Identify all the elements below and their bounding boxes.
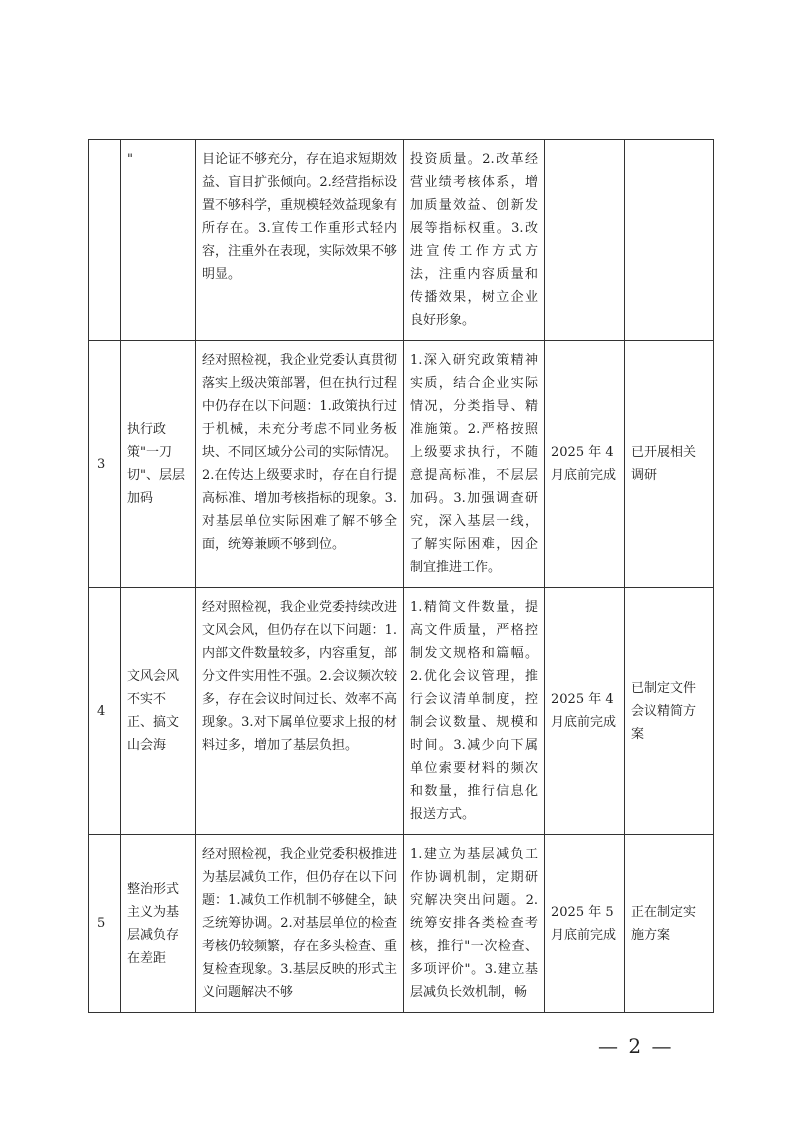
measures-cell: 投资质量。2.改革经营业绩考核体系，增加质量效益、创新发展等指标权重。3.改进宣传工作方式方法，注重内容质量和传播效果，树立企业良好形象。 (404, 140, 545, 341)
deadline-cell: 2025 年 5 月底前完成 (545, 835, 625, 1013)
measures-cell: 1.深入研究政策精神实质，结合企业实际情况，分类指导、精准施策。2.严格按照上级要求执行，不随意提高标准，不层层加码。3.加强调查研究，深入基层一线，了解实际困难，因企制宜推进工作。 (404, 341, 545, 588)
issue-cell: 文风会风不实不正、搞文山会海 (121, 588, 196, 835)
row-number: 5 (89, 835, 121, 1013)
page-number: — 2 — (598, 1034, 674, 1058)
row-number: 3 (89, 341, 121, 588)
deadline-cell: 2025 年 4 月底前完成 (545, 588, 625, 835)
problem-cell: 经对照检视，我企业党委认真贯彻落实上级决策部署，但在执行过程中仍存在以下问题：1.政策执行过于机械，未充分考虑不同业务板块、不同区域分公司的实际情况。2.在传达上级要求时，存在自行提高标准、增加考核指标的现象。3.对基层单位实际困难了解不够全面，统筹兼顾不够到位。 (196, 341, 404, 588)
measures-cell: 1.建立为基层减负工作协调机制，定期研究解决突出问题。2.统筹安排各类检查考核，推行"一次检查、多项评价"。3.建立基层减负长效机制，畅 (404, 835, 545, 1013)
measures-cell: 1.精简文件数量，提高文件质量，严格控制发文规格和篇幅。2.优化会议管理，推行会议清单制度，控制会议数量、规模和时间。3.减少向下属单位索要材料的频次和数量，推行信息化报送方式。 (404, 588, 545, 835)
progress-cell: 正在制定实施方案 (625, 835, 714, 1013)
issue-cell: 执行政策"一刀切"、层层加码 (121, 341, 196, 588)
rectification-table (88, 139, 714, 1013)
table-row (89, 588, 714, 835)
table-row (89, 341, 714, 588)
table-row (89, 140, 714, 341)
progress-cell: 已制定文件会议精简方案 (625, 588, 714, 835)
row-number: 4 (89, 588, 121, 835)
progress-cell: 已开展相关调研 (625, 341, 714, 588)
deadline-cell: 2025 年 4 月底前完成 (545, 341, 625, 588)
table-row (89, 835, 714, 1013)
row-number (89, 140, 121, 341)
issue-cell: " (121, 140, 196, 341)
deadline-cell (545, 140, 625, 341)
problem-cell: 经对照检视，我企业党委持续改进文风会风，但仍存在以下问题：1.内部文件数量较多，内容重复，部分文件实用性不强。2.会议频次较多，存在会议时间过长、效率不高现象。3.对下属单位要求上报的材料过多，增加了基层负担。 (196, 588, 404, 835)
progress-cell (625, 140, 714, 341)
problem-cell: 经对照检视，我企业党委积极推进为基层减负工作，但仍存在以下问题：1.减负工作机制不够健全，缺乏统筹协调。2.对基层单位的检查考核仍较频繁，存在多头检查、重复检查现象。3.基层反映的形式主义问题解决不够 (196, 835, 404, 1013)
issue-cell: 整治形式主义为基层减负存在差距 (121, 835, 196, 1013)
problem-cell: 目论证不够充分，存在追求短期效益、盲目扩张倾向。2.经营指标设置不够科学，重规模轻效益现象有所存在。3.宣传工作重形式轻内容，注重外在表现，实际效果不够明显。 (196, 140, 404, 341)
